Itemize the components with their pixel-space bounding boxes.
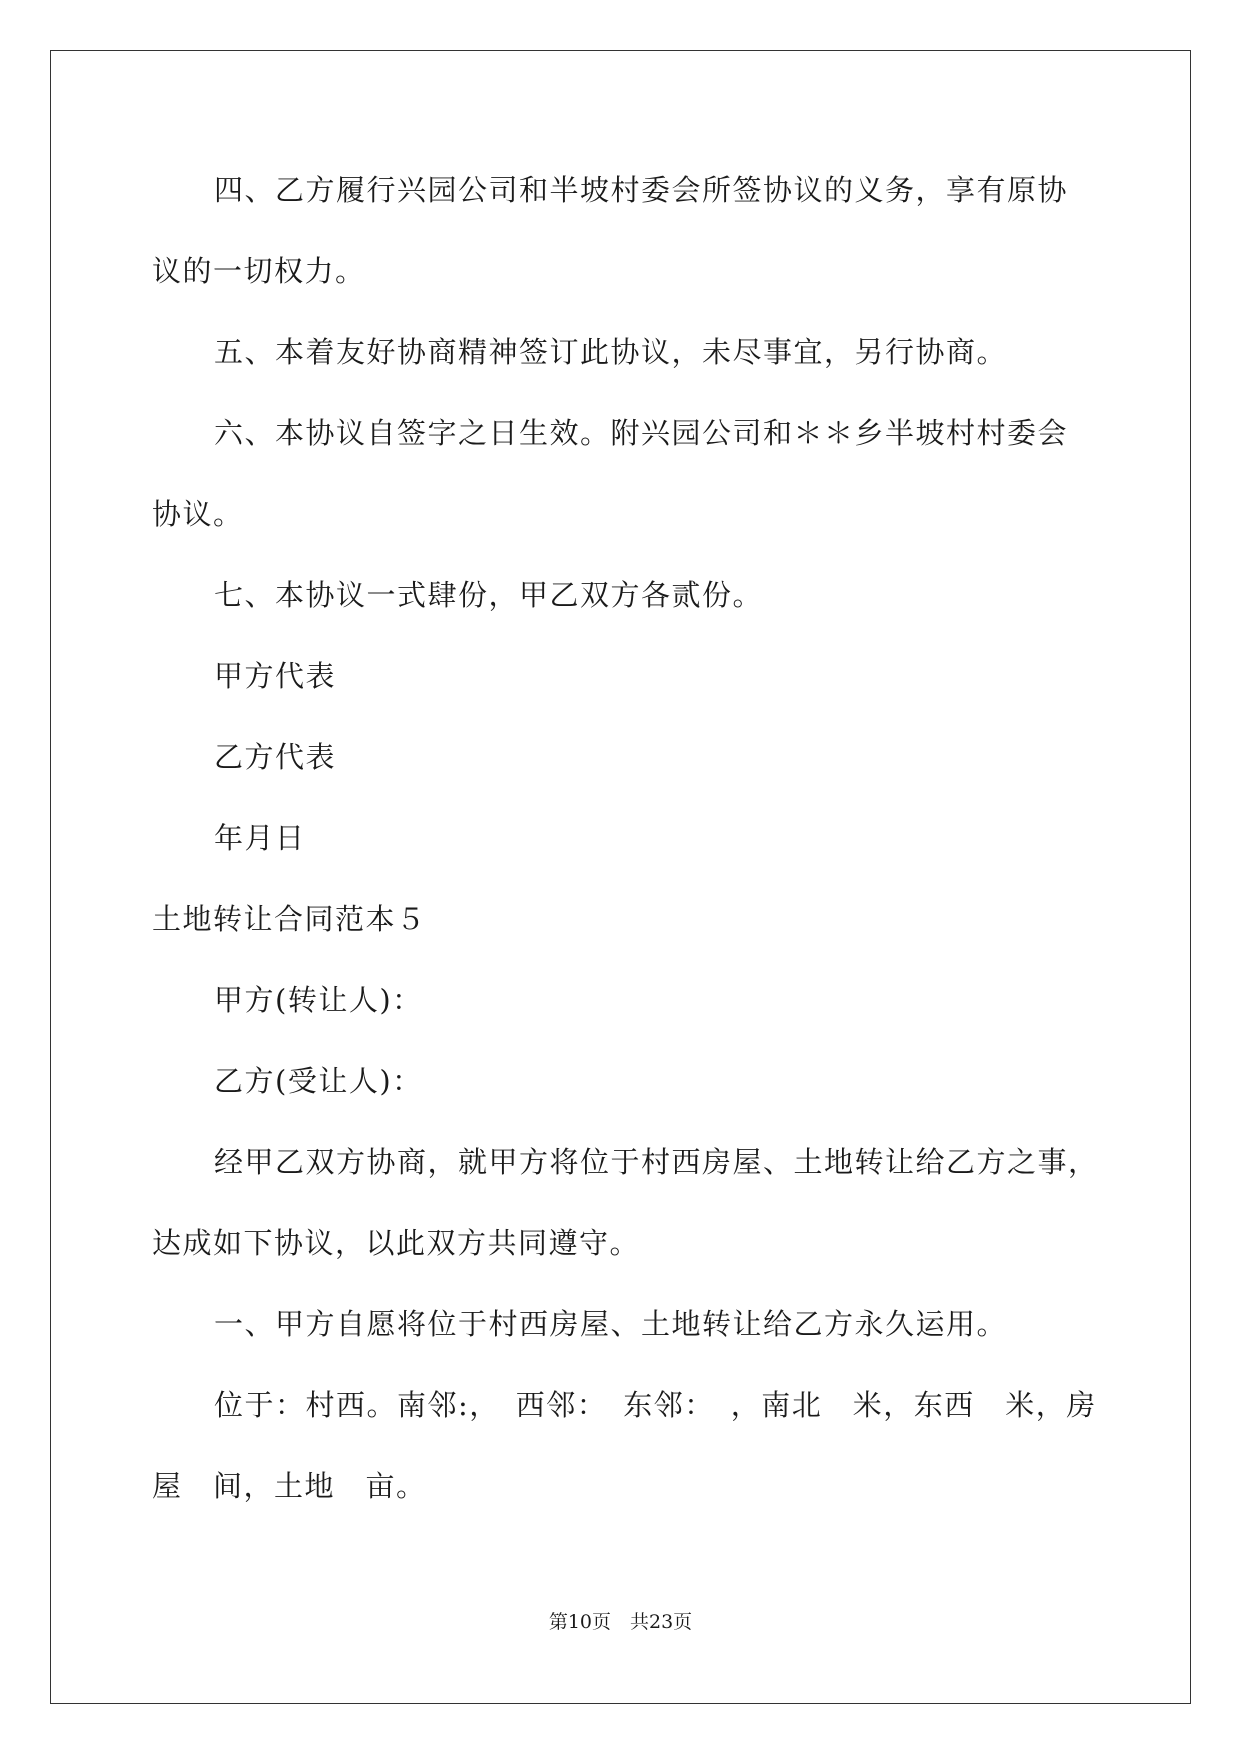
transferor-line: 甲方(转让人)： [214, 983, 423, 1017]
clause-1: 一、甲方自愿将位于村西房屋、土地转让给乙方永久运用。 [214, 1307, 1008, 1341]
paragraph-5: 五、本着友好协商精神签订此协议，未尽事宜，另行协商。 [214, 335, 1008, 369]
transferee-line: 乙方(受让人)： [214, 1064, 423, 1098]
party-a-representative: 甲方代表 [214, 659, 337, 693]
paragraph-4-line-2: 议的一切权力。 [152, 254, 366, 288]
location-line-2: 屋 间，土地 亩。 [152, 1469, 427, 1503]
page-border [50, 50, 1191, 1704]
date-line: 年月日 [214, 821, 306, 855]
paragraph-6-line-2: 协议。 [152, 497, 244, 531]
page-label: 第10页 共23页 [548, 1611, 693, 1633]
paragraph-7: 七、本协议一式肆份，甲乙双方各贰份。 [214, 578, 764, 612]
agreement-intro-line-1: 经甲乙双方协商，就甲方将位于村西房屋、土地转让给乙方之事， [214, 1145, 1099, 1179]
page-number-footer [0, 1610, 1241, 1634]
location-line-1: 位于：村西。南邻:， 西邻： 东邻： ，南北 米，东西 米，房 [214, 1388, 1097, 1422]
section-title: 土地转让合同范本５ [152, 902, 427, 936]
agreement-intro-line-2: 达成如下协议，以此双方共同遵守。 [152, 1226, 641, 1260]
paragraph-4-line-1: 四、乙方履行兴园公司和半坡村委会所签协议的义务，享有原协 [214, 173, 1069, 207]
party-b-representative: 乙方代表 [214, 740, 337, 774]
paragraph-6-line-1: 六、本协议自签字之日生效。附兴园公司和＊＊乡半坡村村委会 [214, 416, 1069, 450]
